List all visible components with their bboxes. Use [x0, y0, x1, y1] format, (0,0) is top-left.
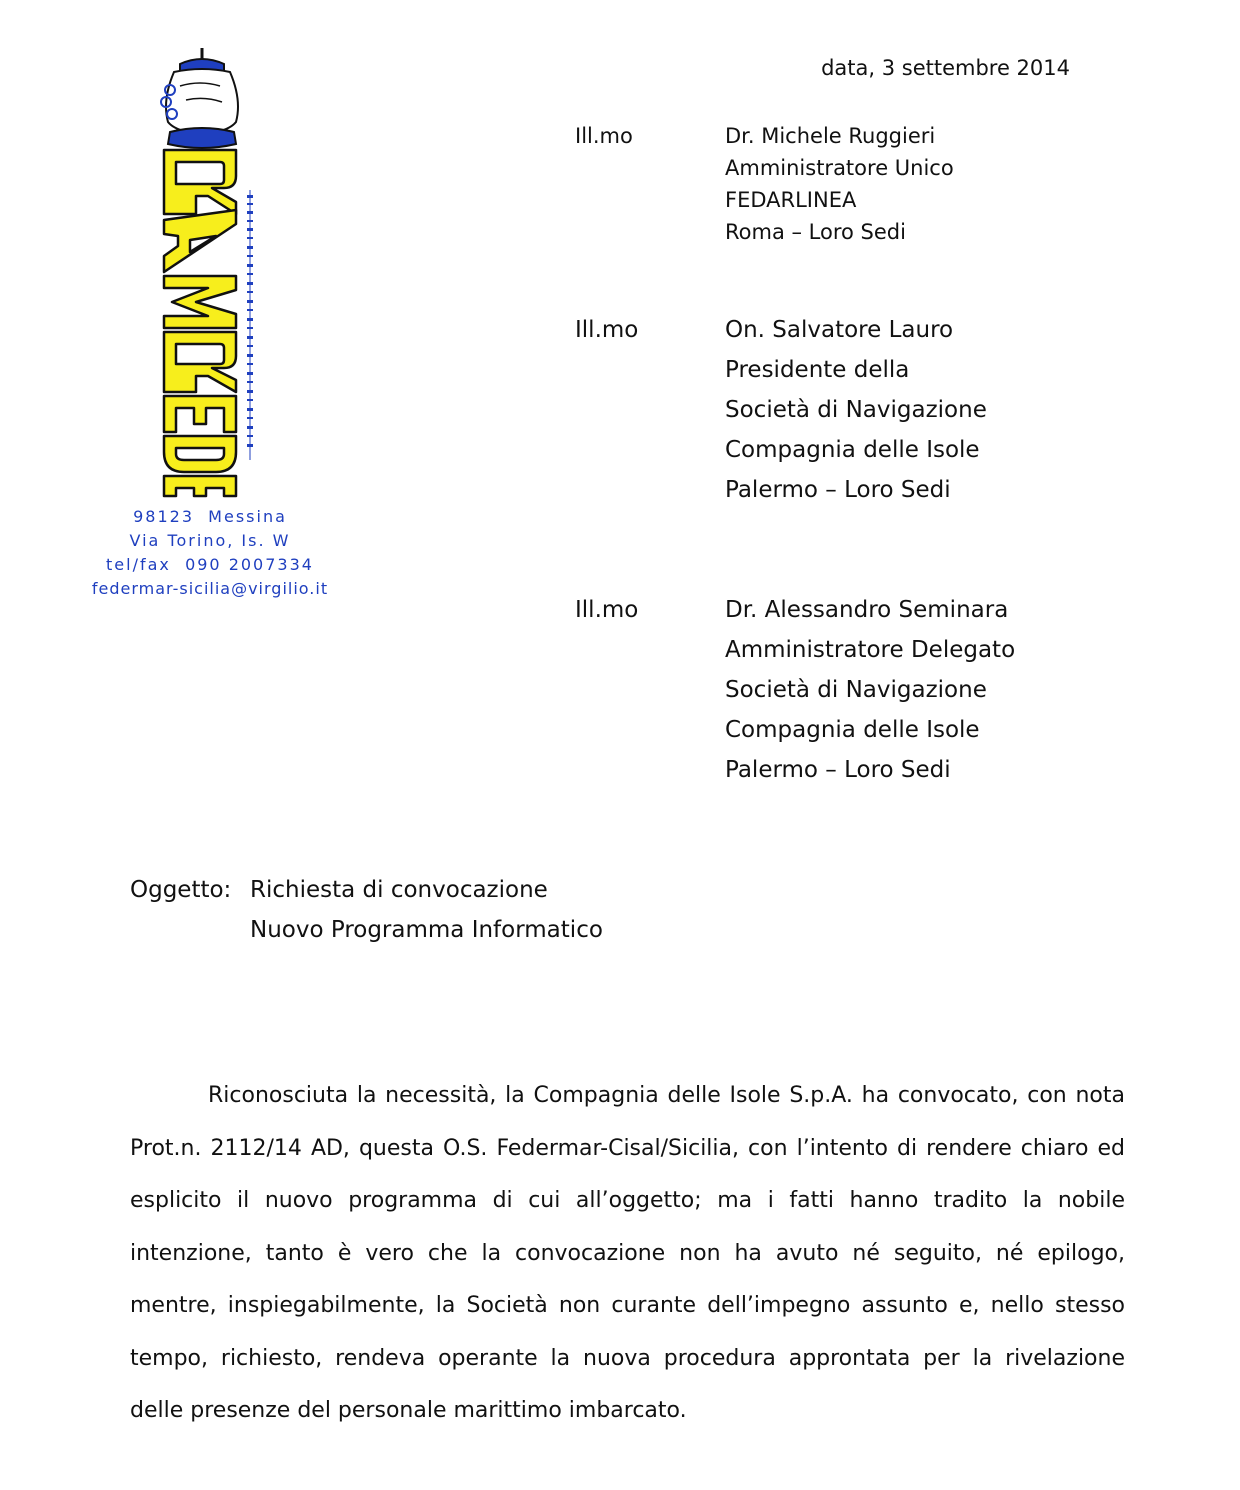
recipient-role: Amministratore Delegato	[725, 637, 1016, 663]
sender-address	[60, 505, 360, 601]
mascot-icon	[161, 48, 238, 148]
letter-date: data, 3 settembre 2014	[821, 56, 1070, 80]
recipient-name: On. Salvatore Lauro	[725, 317, 954, 343]
recipient-location: Palermo – Loro Sedi	[725, 757, 951, 783]
sender-street: Via Torino, Is. W	[129, 531, 291, 550]
recipient-organization: FEDARLINEA	[725, 188, 857, 212]
tagline-stripe-icon	[247, 190, 253, 460]
sender-email: federmar-sicilia@virgilio.it	[91, 579, 329, 598]
sender-telfax: tel/fax 090 2007334	[106, 555, 314, 574]
recipient-organization: Società di Navigazione	[725, 397, 987, 423]
recipient-organization: Compagnia delle Isole	[725, 437, 980, 463]
recipient-name: Dr. Alessandro Seminara	[725, 597, 1009, 623]
logo-mark-icon	[150, 40, 260, 500]
recipient-name: Dr. Michele Ruggieri	[725, 124, 936, 148]
subject-line: Nuovo Programma Informatico	[250, 917, 603, 943]
recipient-location: Palermo – Loro Sedi	[725, 477, 951, 503]
subject-label: Oggetto:	[130, 877, 232, 903]
federmar-logo	[150, 40, 260, 500]
recipient-role: Amministratore Unico	[725, 156, 954, 180]
body-paragraph: Riconosciuta la necessità, la Compagnia delle Isole S.p.A. ha convocato, con nota Prot.n. 2112/14 AD, questa O.S. Federmar-Cisal/Sicilia, con l’intento di rendere chiaro ed esplicito il nuovo programma di cui all’oggetto; ma i fatti hanno tradito la nobile intenzione, tanto è vero che la convocazione non ha avuto né seguito, né epilogo, mentre, inspiegabilmente, la Società non curante dell’impegno assunto e, nello stesso tempo, richiesto, rendeva operante la nuova procedura approntata per la rivelazione delle presenze del personale marittimo imbarcato.	[130, 1083, 1125, 1423]
recipient-location: Roma – Loro Sedi	[725, 220, 906, 244]
recipient-title: Ill.mo	[575, 317, 639, 343]
subject-line: Richiesta di convocazione	[250, 877, 548, 903]
recipient-organization: Compagnia delle Isole	[725, 717, 980, 743]
wordmark-letters-icon	[164, 150, 236, 496]
sender-postcode-city: 98123 Messina	[133, 507, 287, 526]
recipient-title: Ill.mo	[575, 124, 633, 148]
recipient-role: Presidente della	[725, 357, 910, 383]
recipient-title: Ill.mo	[575, 597, 639, 623]
recipient-organization: Società di Navigazione	[725, 677, 987, 703]
